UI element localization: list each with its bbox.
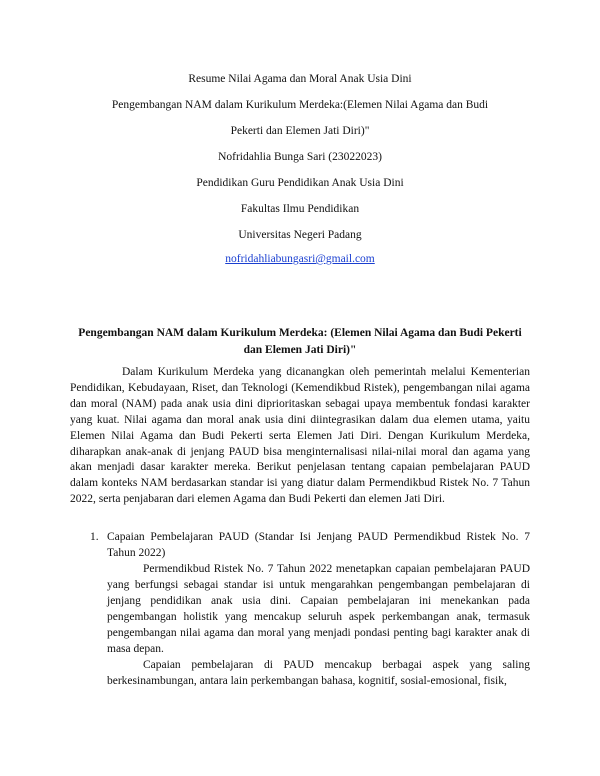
- list-item-number: 1.: [90, 531, 99, 543]
- list-item-paragraph-2: Capaian pembelajaran di PAUD mencakup berbagai aspek yang saling berkesinambungan, antara lain perkembangan bahasa, kognitif, sosial-emosional, fisik,: [107, 659, 530, 687]
- doc-title-line-3: Pekerti dan Elemen Jati Diri)": [230, 125, 370, 137]
- intro-paragraph: Dalam Kurikulum Merdeka yang dicanangkan oleh pemerintah melalui Kementerian Pendidikan, Kebudayaan, Riset, dan Teknologi (Kemendikbud Ristek), pengembangan nilai agama dan moral (NAM) pada anak usia dini diprioritaskan sebagai upaya membentuk fondasi karakter yang kuat. Nilai agama dan moral anak usia dini diintegrasikan dalam dua elemen utama, yaitu Elemen Nilai Agama dan Budi Pekerti serta Elemen Jati Diri. Dengan Kurikulum Merdeka, diharapkan anak-anak di jenjang PAUD bisa menginternalisasi nilai-nilai moral dan agama yang akan menjadi dasar karakter mereka. Berikut penjelasan tentang capaian pembelajaran PAUD dalam konteks NAM berdasarkan standar isi yang diatur dalam Permendikbud Ristek No. 7 Tahun 2022, serta penjabaran dari elemen Agama dan Budi Pekerti dan elemen Jati Diri.: [70, 366, 530, 506]
- faculty-name: Fakultas Ilmu Pendidikan: [240, 203, 360, 215]
- section-title-line-2: dan Elemen Jati Diri)": [243, 344, 357, 356]
- author-email-link[interactable]: nofridahliabungasri@gmail.com: [225, 253, 375, 265]
- study-program: Pendidikan Guru Pendidikan Anak Usia Dini: [196, 177, 404, 189]
- author-email-wrapper: [0, 252, 600, 266]
- list-item-paragraph-1: Permendikbud Ristek No. 7 Tahun 2022 menetapkan capaian pembelajaran PAUD yang berfungsi sebagai standar isi untuk mengarahkan pengembangan pembelajaran di jenjang pendidikan anak usia dini. Capaian pembelajaran ini menekankan pada pengembangan holistik yang mencakup seluruh aspek perkembangan anak, termasuk pengembangan nilai agama dan moral yang menjadi pondasi penting bagi karakter anak di masa depan.: [107, 563, 530, 655]
- section-title: [70, 325, 530, 359]
- list-item-heading: Capaian Pembelajaran PAUD (Standar Isi Jenjang PAUD Permendikbud Ristek No. 7 Tahun 2022): [107, 531, 530, 559]
- doc-title-line-2: Pengembangan NAM dalam Kurikulum Merdeka:(Elemen Nilai Agama dan Budi: [111, 99, 489, 111]
- university-name: Universitas Negeri Padang: [238, 229, 362, 241]
- section-title-line-1: Pengembangan NAM dalam Kurikulum Merdeka: (Elemen Nilai Agama dan Budi Pekerti: [78, 327, 522, 339]
- doc-title-line-1: Resume Nilai Agama dan Moral Anak Usia Dini: [188, 73, 412, 85]
- author-name: Nofridahlia Bunga Sari (23022023): [218, 151, 382, 163]
